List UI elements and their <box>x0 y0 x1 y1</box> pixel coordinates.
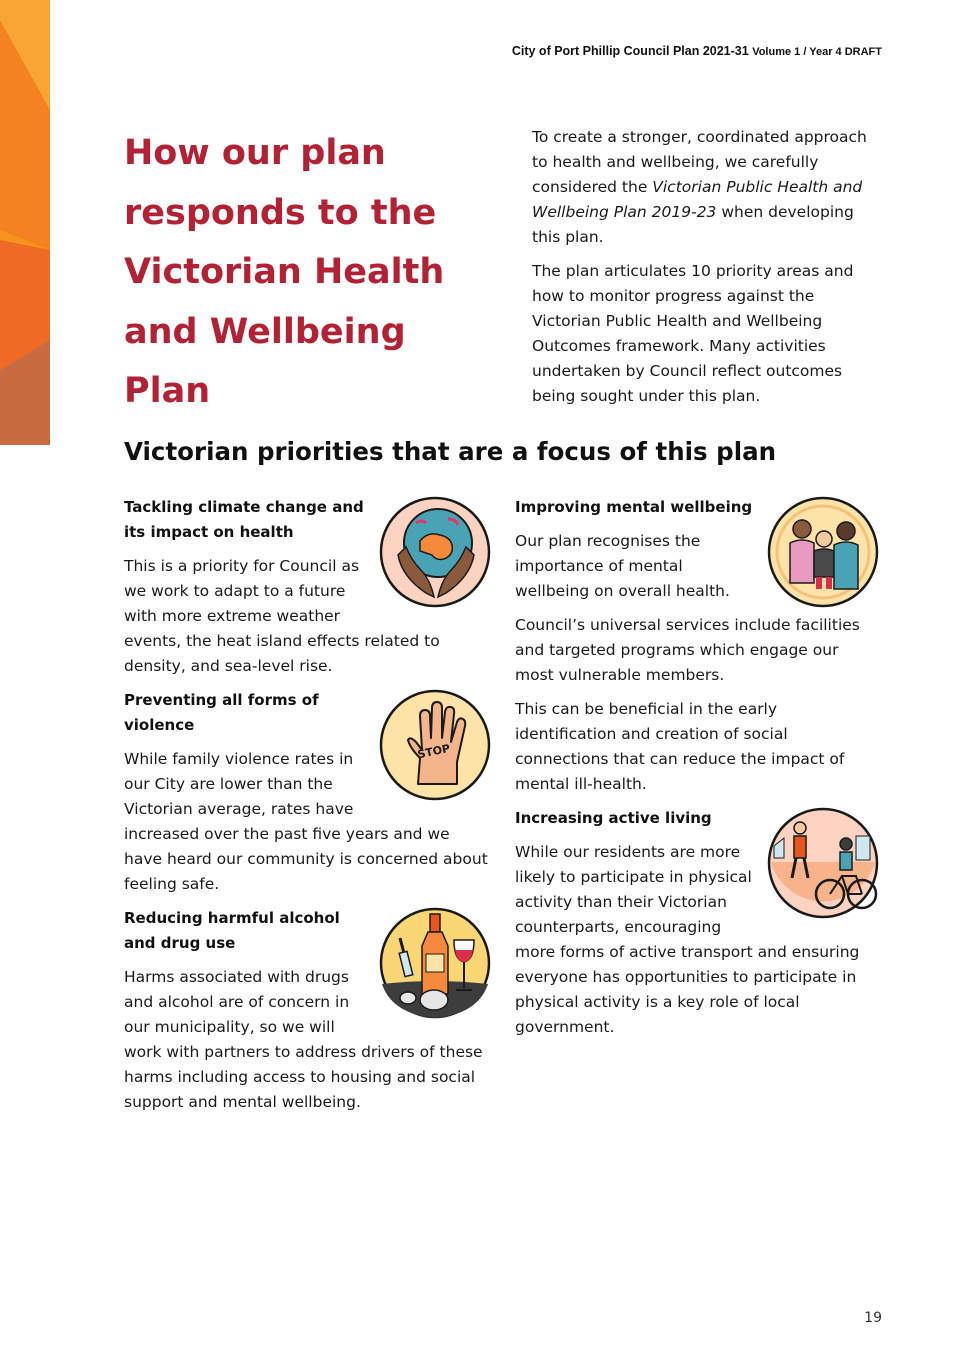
priority-alcohol <box>124 906 492 1115</box>
running-header-title: City of Port Phillip Council Plan 2021-31 <box>511 44 749 58</box>
page-number: 19 <box>864 1310 882 1326</box>
priority-violence-text: While family violence rates in our City are lower than the Victorian average, rates have increased over the past five years and we have heard our community is concerned about feeling safe. <box>124 750 488 893</box>
priority-mental-text-2: Council’s universal services include facilities and targeted programs which engage our most vulnerable members. <box>515 616 860 684</box>
priority-climate <box>124 495 492 679</box>
priority-mental-text-1: Our plan recognises the importance of mental wellbeing on overall health. <box>515 532 730 600</box>
intro-paragraph-2: The plan articulates 10 priority areas and how to monitor progress against the Victorian Public Health and Wellbeing Outcomes framework. Many activities undertaken by Council reflect outcomes being sought under this plan. <box>532 262 854 405</box>
family-group-icon <box>766 495 880 609</box>
priority-mental <box>515 495 880 797</box>
priority-violence <box>124 688 492 897</box>
priority-alcohol-heading: Reducing harmful alcohol and drug use <box>124 909 340 952</box>
priority-active-text: While our residents are more likely to participate in physical activity than their Victorian counterparts, encouraging more forms of active transport and ensuring everyone has opportunities to participate in physical activity is a key role of local government. <box>515 843 860 1036</box>
intro-paragraph-1 <box>532 125 882 250</box>
priority-climate-heading: Tackling climate change and its impact on health <box>124 498 364 541</box>
intro-p1-end: when developing this plan. <box>532 203 854 246</box>
running-header-volume: Volume 1 / Year 4 DRAFT <box>752 46 882 58</box>
priority-active <box>515 806 880 1040</box>
page-title: How our plan responds to the Victorian Health and Wellbeing Plan <box>124 133 445 411</box>
walker-cyclist-icon <box>766 806 880 920</box>
decorative-side-bar <box>0 0 50 445</box>
priority-alcohol-text: Harms associated with drugs and alcohol are of concern in our municipality, so we will work with partners to address drivers of these harms including access to housing and social support and mental wellbeing. <box>124 968 483 1111</box>
bottle-glass-pills-icon <box>378 906 492 1020</box>
stop-text: STOP <box>416 741 452 762</box>
intro-text <box>532 125 882 418</box>
intro-p1-start: To create a stronger, coordinated approach to health and wellbeing, we carefully considered the <box>532 128 867 196</box>
right-column <box>515 495 880 1049</box>
intro-p1-plan-name: Victorian Public Health and Wellbeing Plan 2019-23 <box>532 178 863 221</box>
priority-violence-heading: Preventing all forms of violence <box>124 691 319 734</box>
running-header <box>512 44 882 58</box>
priority-active-heading: Increasing active living <box>515 809 712 827</box>
section-heading: Victorian priorities that are a focus of this plan <box>124 437 777 466</box>
priority-mental-text-3: This can be beneficial in the early identification and creation of social connections that can reduce the impact of mental ill-health. <box>515 700 845 793</box>
globe-in-hands-icon <box>378 495 492 609</box>
stop-hand-icon <box>378 688 492 802</box>
left-column <box>124 495 492 1124</box>
priority-mental-heading: Improving mental wellbeing <box>515 498 753 516</box>
priority-climate-text: This is a priority for Council as we work to adapt to a future with more extreme weather events, the heat island effects related to density, and sea-level rise. <box>124 557 440 675</box>
